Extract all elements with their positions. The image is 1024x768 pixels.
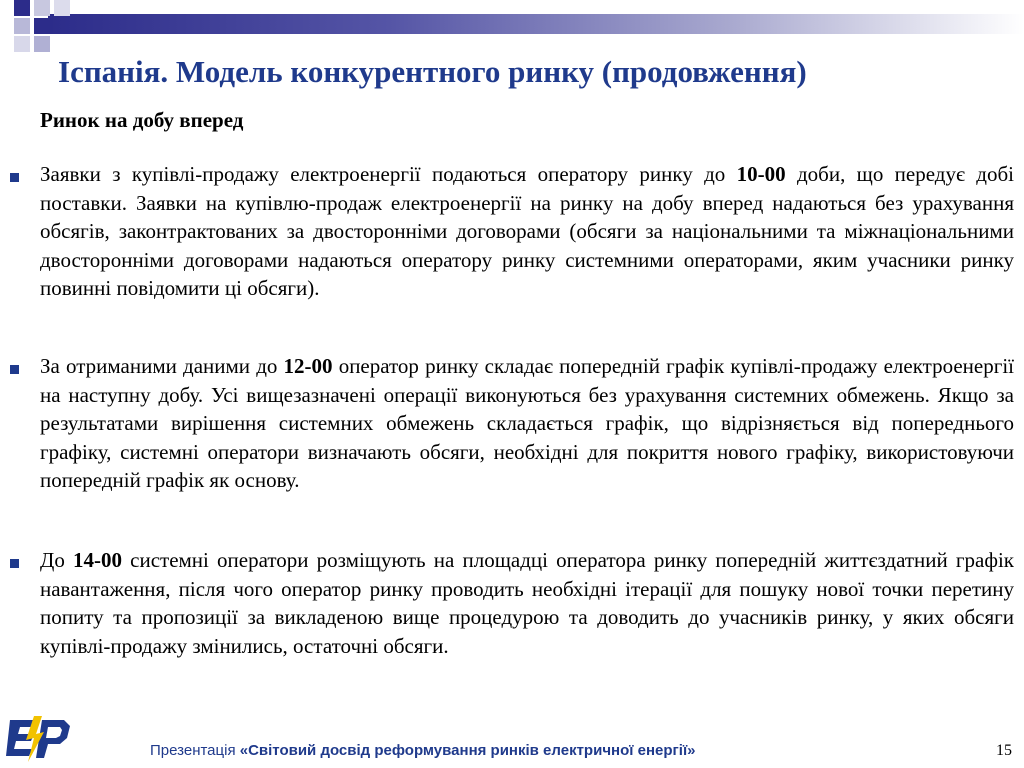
footer-presentation-title: «Світовий досвід реформування ринків електричної енергії»	[239, 742, 696, 759]
paragraph-2	[40, 352, 1014, 495]
header-square-decoration	[34, 36, 50, 52]
header-square-decoration	[14, 18, 30, 34]
section-subtitle: Ринок на добу вперед	[40, 108, 244, 132]
header-square-decoration	[34, 18, 50, 34]
time-highlight: 10-00	[736, 162, 786, 186]
square-bullet-icon	[10, 559, 19, 568]
paragraph-text: системні оператори розміщують на площадці оператора ринку попередній життєздатний графік навантаження, після чого оператор ринку проводить необхідні ітерації для пошуку нової точки перетину попиту та пропозиції за викладеною вище процедурою та доводить до учасників ринку, у яких обсяги купівлі-продажу змінились, остаточні обсяги.	[40, 548, 1014, 658]
paragraph-3	[40, 546, 1014, 660]
header-square-decoration	[14, 36, 30, 52]
header-gradient-bar	[48, 14, 1024, 34]
page-number: 15	[996, 742, 1012, 759]
square-bullet-icon	[10, 365, 19, 374]
paragraph-text: доби, що передує добі поставки. Заявки на купівлю-продаж електроенергії на ринку на добу вперед надаються без урахування обсягів, законтрактованих за двосторонніми договорами (обсяги за національними та міжнаціональними двосторонніми договорами надаються оператору ринку системними операторами, яким учасники ринку повинні повідомити ці обсяги).	[40, 162, 1014, 301]
paragraph-text: За отриманими даними до	[40, 354, 284, 378]
time-highlight: 14-00	[72, 548, 122, 572]
header-square-decoration	[54, 0, 70, 16]
header-square-decoration	[34, 0, 50, 16]
footer	[150, 742, 696, 759]
square-bullet-icon	[10, 173, 19, 182]
paragraph-1	[40, 160, 1014, 303]
header-square-decoration	[14, 0, 30, 16]
time-highlight: 12-00	[283, 354, 333, 378]
slide-title: Іспанія. Модель конкурентного ринку (продовження)	[58, 54, 807, 89]
paragraph-text: оператор ринку складає попередній графік купівлі-продажу електроенергії на наступну добу. Усі вищезазначені операції виконуються без урахування системних обмежень. Якщо за результатами вирішення системних обмежень складається графік, що відрізняється від попереднього графіку, системні оператори визначають обсяги, необхідні для покриття нового графіку, використовуючи попередній графік як основу.	[40, 354, 1014, 493]
paragraph-text: Заявки з купівлі-продажу електроенергії подаються оператору ринку до	[40, 162, 737, 186]
ep-logo	[4, 714, 72, 764]
paragraph-text: До	[40, 548, 73, 572]
footer-prefix: Презентація	[150, 742, 240, 759]
